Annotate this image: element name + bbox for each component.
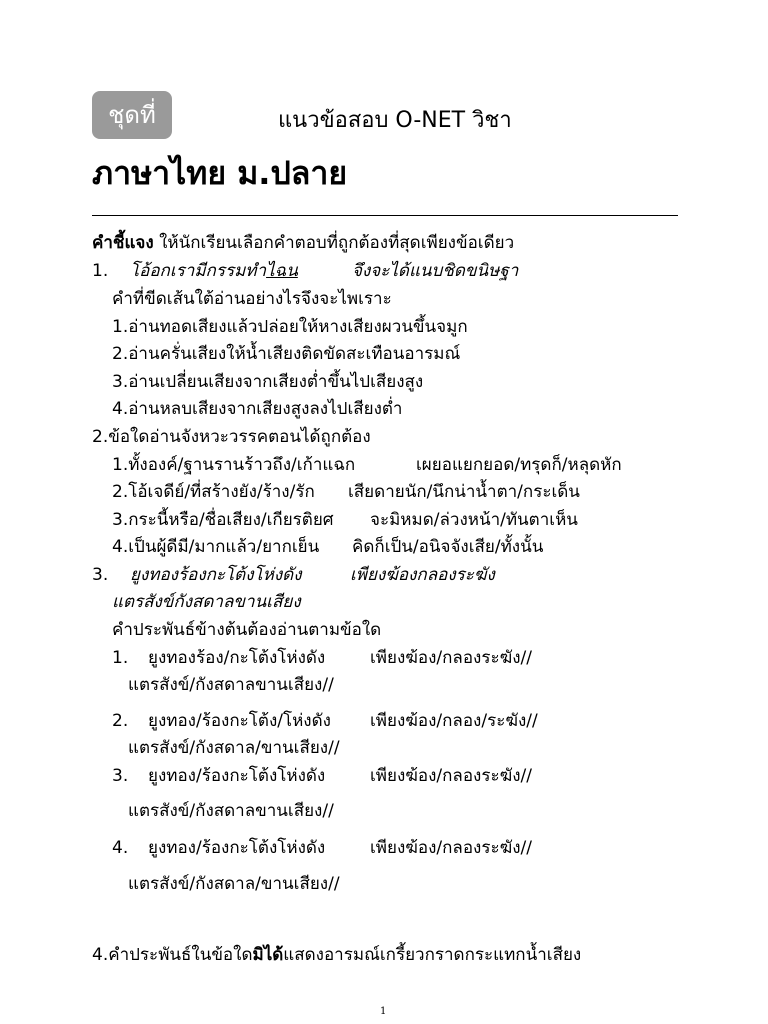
question-3-choice-1-c: แตรสังข์/กังสดาลขานเสียง// <box>128 675 334 695</box>
page-number: 1 <box>380 1006 387 1017</box>
question-3-choice-4-a: ยูงทอง/ร้องกะโต้งโห่งดัง <box>148 838 326 858</box>
question-2-choice-1-a: 1.ทั้งองค์/ฐานรานร้าวถึง/เก้าแฉก <box>112 455 356 475</box>
question-1-number: 1. <box>92 261 109 281</box>
question-3-choice-3-b: เพียงฆ้อง/กลองระฆัง// <box>370 766 532 786</box>
question-3-verse-3: แตรสังข์กังสดาลขานเสียง <box>112 592 301 612</box>
question-3-choice-4-c: แตรสังข์/กังสดาล/ขานเสียง// <box>128 874 340 894</box>
question-3-choice-3-number: 3. <box>112 766 129 786</box>
question-2-choice-3-b: จะมิหมด/ล่วงหน้า/ทันตาเห็น <box>370 510 578 530</box>
question-3-choice-2-c: แตรสังข์/กังสดาล/ขานเสียง// <box>128 738 340 758</box>
question-2-choice-1-b: เผยอแยกยอด/ทรุดก็/หลุดหัก <box>416 455 622 475</box>
question-3-choice-3-a: ยูงทอง/ร้องกะโต้งโห่งดัง <box>148 766 326 786</box>
exam-title: แนวข้อสอบ O-NET วิชา <box>278 108 512 133</box>
question-2-choice-4-a: 4.เป็นผู้ดีมี/มากแล้ว/ยากเย็น <box>112 537 320 557</box>
question-1-choice-1: 1.อ่านทอดเสียงแล้วปล่อยให้หางเสียงผวนขึ้นจมูก <box>112 317 468 337</box>
question-3-choice-2-number: 2. <box>112 711 129 731</box>
verse-text: โอ้อกเรามีกรรมทำ <box>130 261 267 281</box>
underlined-word: ไฉน <box>266 261 298 281</box>
question-4-prompt <box>92 944 581 966</box>
question-3-choice-4-b: เพียงฆ้อง/กลองระฆัง// <box>370 838 532 858</box>
question-1-verse-2: จึงจะได้แนบชิดขนิษฐา <box>352 261 519 281</box>
instruction <box>92 232 514 254</box>
question-2-choice-2-a: 2.โอ้เจดีย์/ที่สร้างยัง/ร้าง/รัก <box>112 482 315 502</box>
question-3-choice-4-number: 4. <box>112 838 129 858</box>
header-divider <box>92 215 678 216</box>
instruction-text: ให้นักเรียนเลือกคำตอบที่ถูกต้องที่สุดเพียงข้อเดียว <box>153 233 515 253</box>
question-3-prompt: คำประพันธ์ข้างต้นต้องอ่านตามข้อใด <box>112 620 382 640</box>
question-2-choice-3-a: 3.กระนี้หรือ/ชื่อเสียง/เกียรติยศ <box>112 510 334 530</box>
question-3-verse-2: เพียงฆ้องกลองระฆัง <box>350 565 495 585</box>
question-3-choice-3-c: แตรสังข์/กังสดาลขานเสียง// <box>128 801 334 821</box>
question-2-choice-4-b: คิดก็เป็น/อนิจจังเสีย/ทั้งนั้น <box>352 537 544 557</box>
question-4-emphasis: มิได้ <box>252 945 284 965</box>
question-3-choice-1-a: ยูงทองร้อง/กะโต้งโห่งดัง <box>148 648 326 668</box>
set-number-badge: ชุดที่ <box>92 91 172 139</box>
question-3-number: 3. <box>92 565 109 585</box>
question-3-choice-1-number: 1. <box>112 648 129 668</box>
question-1-verse <box>130 260 298 282</box>
question-3-choice-2-b: เพียงฆ้อง/กลอง/ระฆัง// <box>370 711 538 731</box>
question-2-choice-2-b: เสียดายนัก/นึกน่าน้ำตา/กระเด็น <box>348 482 580 502</box>
question-1-choice-4: 4.อ่านหลบเสียงจากเสียงสูงลงไปเสียงต่ำ <box>112 399 403 419</box>
question-1-choice-2: 2.อ่านครั่นเสียงให้น้ำเสียงติดขัดสะเทือนอารมณ์ <box>112 344 461 364</box>
question-3-verse-1: ยูงทองร้องกะโต้งโห่งดัง <box>130 565 302 585</box>
question-1-choice-3: 3.อ่านเปลี่ยนเสียงจากเสียงต่ำขึ้นไปเสียงสูง <box>112 372 424 392</box>
question-3-choice-2-a: ยูงทอง/ร้องกะโต้ง/โห่งดัง <box>148 711 331 731</box>
subject-title: ภาษาไทย ม.ปลาย <box>92 154 348 192</box>
question-4-post: แสดงอารมณ์เกรี้ยวกราดกระแทกน้ำเสียง <box>283 945 582 965</box>
question-1-prompt: คำที่ขีดเส้นใต้อ่านอย่างไรจึงจะไพเราะ <box>112 289 392 309</box>
question-4-pre: 4.คำประพันธ์ในข้อใด <box>92 945 253 965</box>
instruction-label: คำชี้แจง <box>92 233 154 253</box>
question-2-prompt: 2.ข้อใดอ่านจังหวะวรรคตอนได้ถูกต้อง <box>92 427 371 447</box>
question-3-choice-1-b: เพียงฆ้อง/กลองระฆัง// <box>370 648 532 668</box>
